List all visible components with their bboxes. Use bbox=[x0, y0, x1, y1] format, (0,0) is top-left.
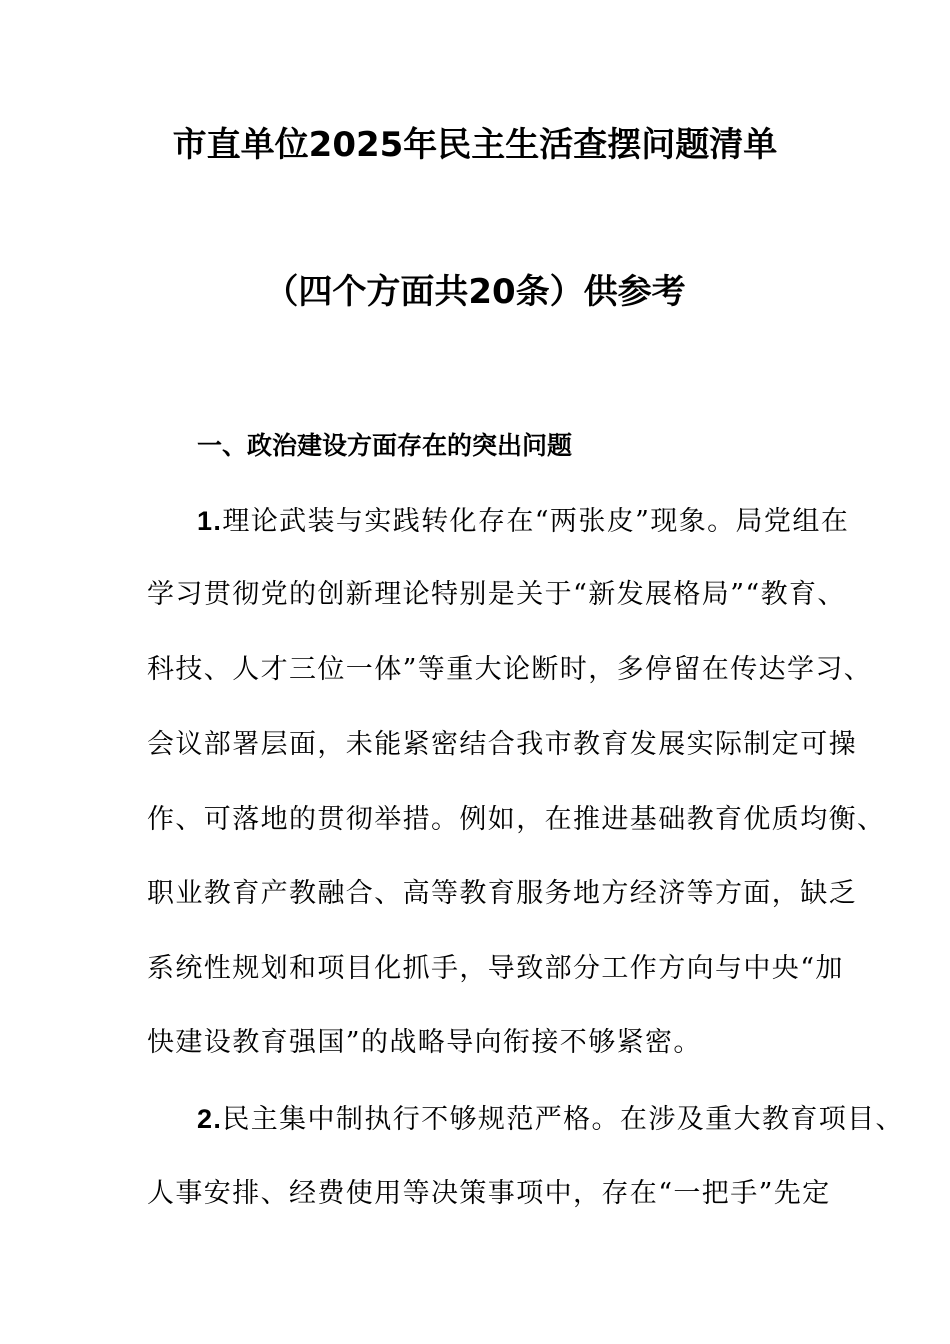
line-text: 理论武装与实践转化存在“两张皮”现象。局党组在 bbox=[222, 506, 850, 537]
paragraph-line: 会议部署层面，未能紧密结合我市教育发展实际制定可操 bbox=[147, 729, 857, 760]
paragraph-line: 学习贯彻党的创新理论特别是关于“新发展格局”“教育、 bbox=[147, 579, 846, 610]
paragraph-line bbox=[197, 1101, 904, 1138]
section-heading: 一、政治建设方面存在的突出问题 bbox=[197, 431, 573, 460]
paragraph-line: 人事安排、经费使用等决策事项中，存在“一把手”先定 bbox=[147, 1178, 831, 1209]
paragraph-line: 快建设教育强国”的战略导向衔接不够紧密。 bbox=[147, 1027, 702, 1058]
paragraph-line: 职业教育产教融合、高等教育服务地方经济等方面，缺乏 bbox=[147, 878, 857, 909]
document-subtitle: （四个方面共20条）供参考 bbox=[264, 272, 686, 312]
item-number: 2. bbox=[197, 1104, 223, 1134]
document-title: 市直单位2025年民主生活查摆问题清单 bbox=[172, 125, 778, 165]
paragraph-line: 科技、人才三位一体”等重大论断时，多停留在传达学习、 bbox=[147, 654, 873, 685]
paragraph-line: 作、可落地的贯彻举措。例如，在推进基础教育优质均衡、 bbox=[147, 804, 886, 835]
paragraph-line bbox=[197, 503, 849, 540]
item-number: 1. bbox=[197, 506, 223, 536]
paragraph-line: 系统性规划和项目化抓手，导致部分工作方向与中央“加 bbox=[147, 953, 844, 984]
line-text: 民主集中制执行不够规范严格。在涉及重大教育项目、 bbox=[222, 1104, 904, 1135]
